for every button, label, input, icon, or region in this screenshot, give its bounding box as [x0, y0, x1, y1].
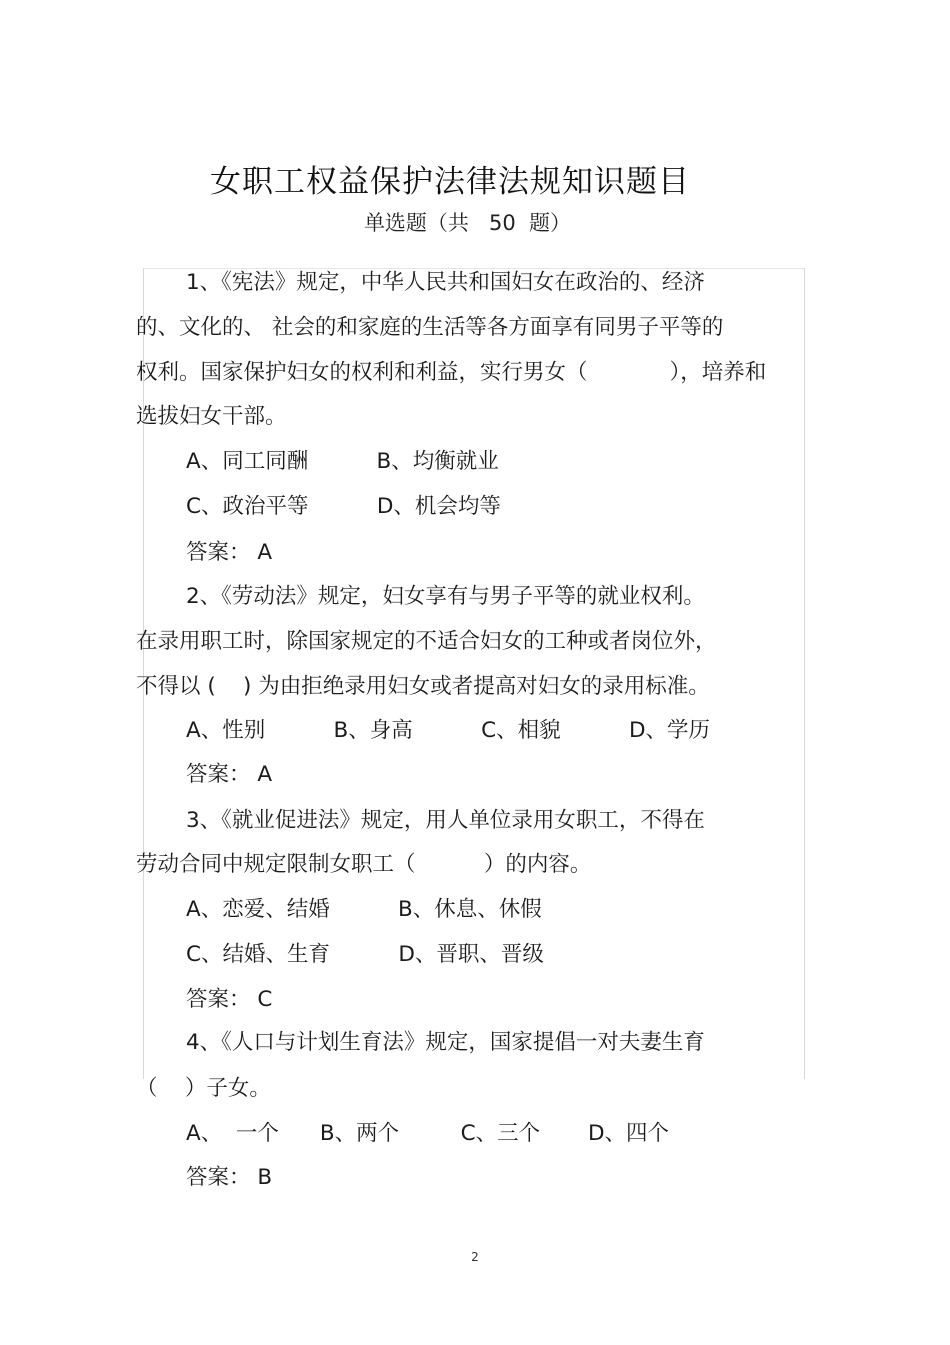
question-2-line-2: 在录用职工时，除国家规定的不适合妇女的工种或者岗位外， — [136, 629, 717, 654]
question-1-answer: 答案： A — [186, 540, 273, 565]
question-4-line-2: （ ）子女。 — [136, 1076, 271, 1101]
question-3-options-2: C、结婚、生育 D、晋职、晋级 — [186, 942, 544, 967]
question-3-line-2: 劳动合同中规定限制女职工（ ）的内容。 — [136, 852, 592, 877]
question-2-line-3: 不得以 ( ) 为由拒绝录用妇女或者提高对妇女的录用标准。 — [136, 674, 710, 699]
question-3-options-1: A、恋爱、结婚 B、休息、休假 — [186, 897, 542, 922]
question-4-options-1: A、 一个 B、两个 C、三个 D、四个 — [186, 1121, 670, 1146]
question-3-line-1: 3、《就业促进法》规定，用人单位录用女职工，不得在 — [186, 808, 705, 833]
section-subtitle: 单选题（共 50 题） — [363, 211, 572, 235]
question-1-options-2: C、政治平等 D、机会均等 — [186, 494, 501, 519]
document-title: 女职工权益保护法律法规知识题目 — [210, 164, 690, 200]
question-1-line-1: 1、《宪法》规定，中华人民共和国妇女在政治的、经济 — [186, 270, 705, 295]
question-2-answer: 答案： A — [186, 762, 273, 787]
question-1-options-1: A、同工同酬 B、均衡就业 — [186, 449, 499, 474]
page-number: 2 — [471, 1250, 479, 1264]
question-2-options-1: A、性别 B、身高 C、相貌 D、学历 — [186, 718, 711, 743]
question-4-line-1: 4、《人口与计划生育法》规定，国家提倡一对夫妻生育 — [186, 1030, 705, 1055]
question-1-line-4: 选拔妇女干部。 — [136, 404, 287, 429]
question-1-line-3: 权利。国家保护妇女的权利和利益，实行男女（ ），培养和 — [136, 360, 767, 385]
question-3-answer: 答案： C — [186, 987, 273, 1012]
question-4-answer: 答案： B — [186, 1165, 273, 1190]
question-1-line-2: 的、文化的、 社会的和家庭的生活等各方面享有同男子平等的 — [136, 315, 724, 340]
question-2-line-1: 2、《劳动法》规定，妇女享有与男子平等的就业权利。 — [186, 584, 705, 609]
